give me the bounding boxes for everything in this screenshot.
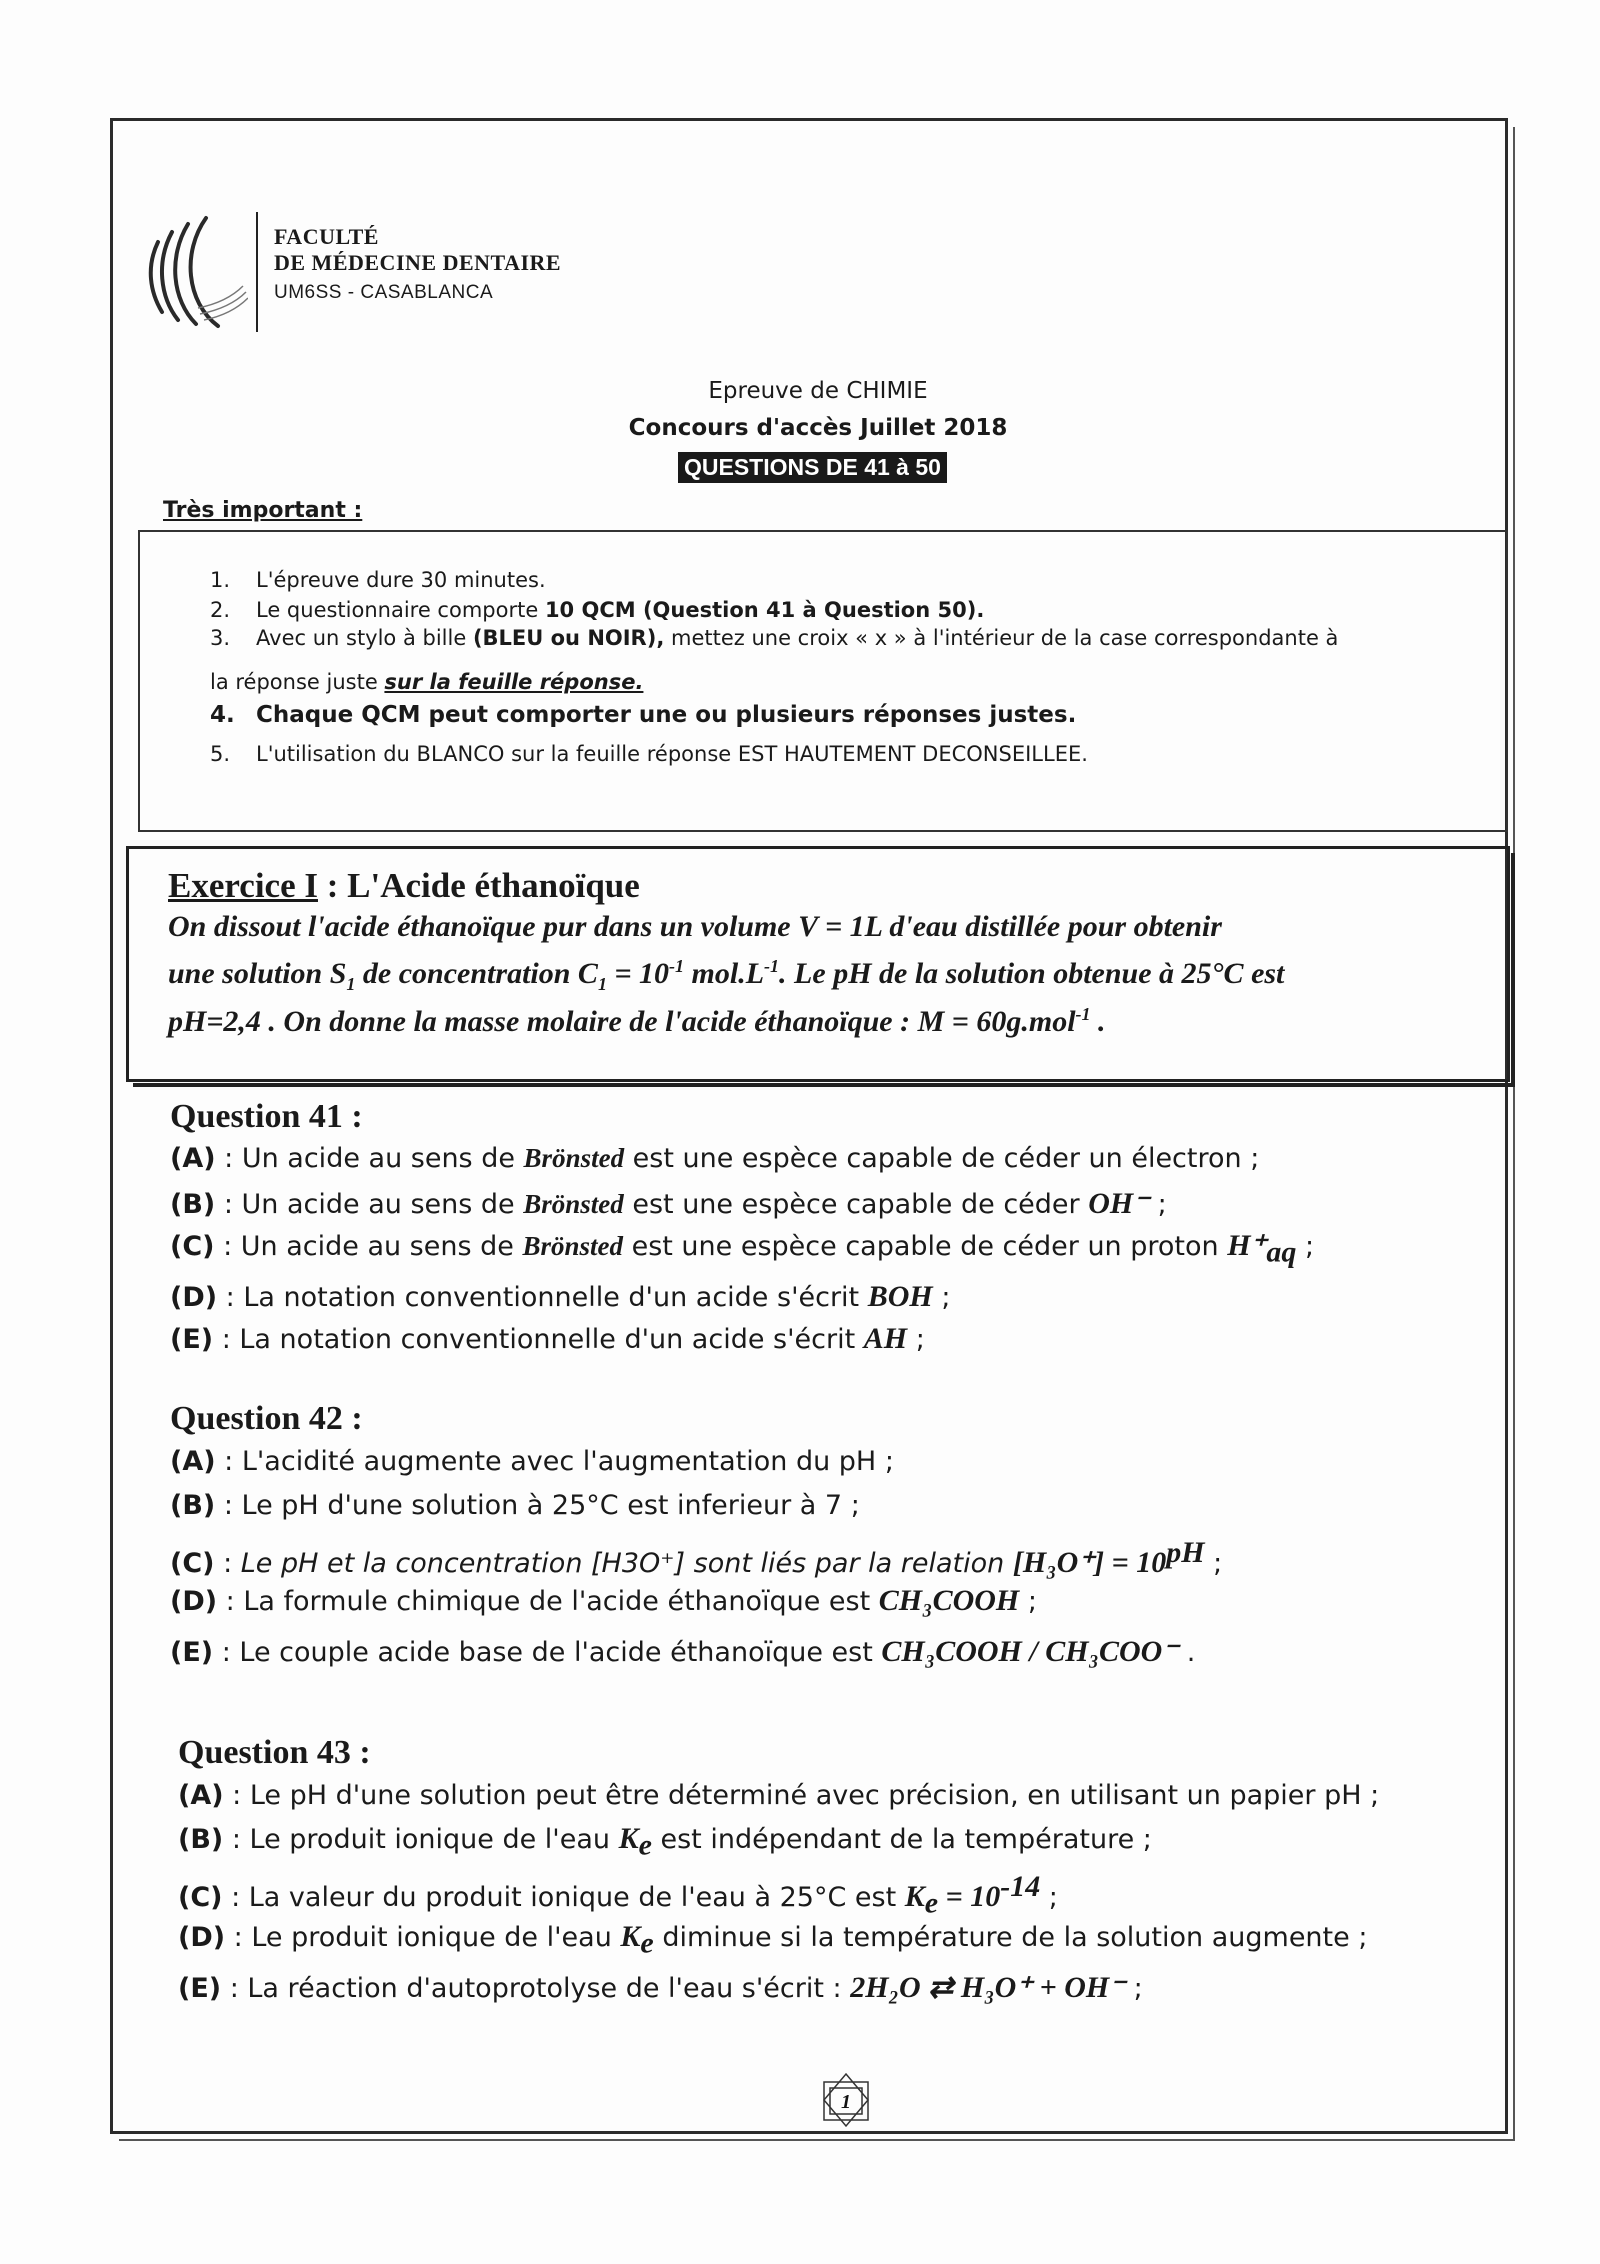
page-number: 1 (841, 2091, 851, 2113)
answer-option: (A) : L'acidité augmente avec l'augmentation du pH ; (170, 1446, 894, 1477)
answer-option: (D) : La formule chimique de l'acide éthanoïque est CH₃COOH ; (170, 1584, 1037, 1617)
instruction-item: 4. Chaque QCM peut comporter une ou plusieurs réponses justes. (210, 702, 1077, 728)
instruction-item: 2. Le questionnaire comporte 10 QCM (Question 41 à Question 50). (210, 598, 985, 622)
page-number-ornament (806, 2072, 886, 2128)
instruction-item: 3. Avec un stylo à bille (BLEU ou NOIR), mettez une croix « x » à l'intérieur de la case correspondante à (210, 626, 1339, 650)
answer-option: (D) : La notation conventionnelle d'un acide s'écrit BOH ; (170, 1280, 951, 1313)
exercise-statement-line: une solution $S_1$ de concentration $C_1 = 10^{-1}$ $mol.L^{-1}$. Le pH de la solution obtenue à 25°C est (168, 956, 1285, 994)
instruction-item-continued: la réponse juste sur la feuille réponse. (210, 670, 644, 694)
exercise-statement-line: On dissout l'acide éthanoïque pur dans un volume V = 1L d'eau distillée pour obtenir (168, 910, 1222, 943)
exercise-statement-line: pH=2,4 . On donne la masse molaire de l'acide éthanoïque : M = 60g.mol$^{-1}$ . (168, 1004, 1106, 1038)
answer-option: (C) : Le pH et la concentration [H3O⁺] sont liés par la relation $[H_3O^+] = 10^{pH}$ ; (170, 1536, 1223, 1579)
answer-option: (B) : Le pH d'une solution à 25°C est inferieur à 7 ; (170, 1490, 860, 1521)
exam-title: Epreuve de CHIMIE (708, 378, 928, 404)
question-title: Question 41 : (170, 1098, 363, 1135)
faculty-name-line2: DE MÉDECINE DENTAIRE (274, 250, 562, 275)
logo-separator (256, 212, 258, 332)
answer-option: (E) : La réaction d'autoprotolyse de l'eau s'écrit : 2H₂O ⇄ H₃O⁺ + OH⁻ ; (178, 1971, 1143, 2004)
faculty-university: UM6SS - CASABLANCA (274, 282, 494, 303)
instruction-item: 1. L'épreuve dure 30 minutes. (210, 568, 546, 592)
answer-option: (C) : Un acide au sens de Brönsted est une espèce capable de céder un proton $H^+_{aq}$ ; (170, 1229, 1315, 1269)
question-title: Question 43 : (178, 1734, 371, 1771)
answer-option: (D) : Le produit ionique de l'eau $K_e$ diminue si la température de la solution augmente ; (178, 1920, 1368, 1960)
faculty-logo-icon (138, 212, 248, 332)
answer-option: (E) : La notation conventionnelle d'un acide s'écrit AH ; (170, 1322, 925, 1355)
faculty-name-line1: FACULTÉ (274, 224, 379, 249)
answer-option: (B) : Un acide au sens de Brönsted est une espèce capable de céder OH⁻ ; (170, 1187, 1167, 1220)
instruction-item: 5. L'utilisation du BLANCO sur la feuille réponse EST HAUTEMENT DECONSEILLEE. (210, 742, 1088, 766)
answer-option: (B) : Le produit ionique de l'eau $K_e$ est indépendant de la température ; (178, 1822, 1152, 1862)
exam-subtitle: Concours d'accès Juillet 2018 (628, 415, 1008, 441)
exercise-title: Exercice I : L'Acide éthanoïque (168, 866, 640, 905)
answer-option: (A) : Un acide au sens de Brönsted est une espèce capable de céder un électron ; (170, 1143, 1260, 1174)
answer-option: (E) : Le couple acide base de l'acide éthanoïque est CH₃COOH / CH₃COO⁻ . (170, 1635, 1196, 1668)
answer-option: (C) : La valeur du produit ionique de l'eau à 25°C est $K_e = 10^{-14}$ ; (178, 1870, 1058, 1920)
important-heading: Très important : (163, 498, 363, 523)
questions-range-badge: QUESTIONS DE 41 à 50 (678, 452, 947, 483)
answer-option: (A) : Le pH d'une solution peut être déterminé avec précision, en utilisant un papier pH ; (178, 1780, 1380, 1811)
question-title: Question 42 : (170, 1400, 363, 1437)
